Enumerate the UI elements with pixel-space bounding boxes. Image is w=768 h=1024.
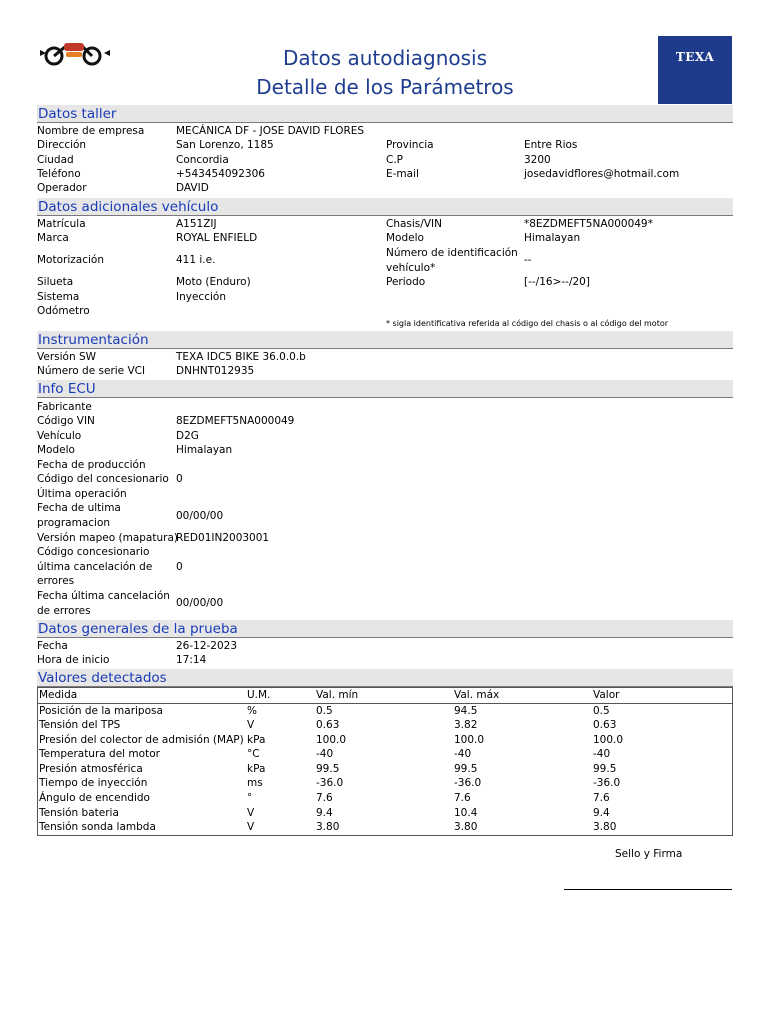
cell-min: 99.5 [316, 762, 340, 775]
email-label: E-mail [386, 168, 419, 180]
cell-medida: Presión del colector de admisión (MAP) [39, 733, 244, 746]
fecha-prog-value: 00/00/00 [176, 510, 224, 522]
title-line-1: Datos autodiagnosis [282, 46, 488, 70]
table-row [38, 762, 732, 777]
cell-medida: Presión atmosférica [39, 762, 143, 775]
cell-min: -36.0 [316, 777, 344, 790]
cell-max: 3.80 [454, 821, 478, 834]
hora-label: Hora de inicio [37, 654, 110, 666]
section-title: Valores detectados [38, 670, 167, 686]
marca-label: Marca [37, 232, 69, 244]
ecu-modelo-value: Himalayan [176, 444, 233, 456]
fecha-canc-value: 00/00/00 [176, 597, 224, 609]
cp-value: 3200 [524, 154, 551, 166]
cell-valor: 0.5 [593, 704, 610, 717]
table-row [38, 704, 732, 719]
vin-label: Código VIN [37, 415, 95, 427]
cell-medida: Tensión bateria [39, 806, 119, 819]
ultima-operacion-label: Última operación [37, 488, 127, 500]
ecu-vehiculo-value: D2G [176, 430, 199, 442]
section-title: Datos adicionales vehículo [38, 199, 219, 215]
fabricante-label: Fabricante [37, 401, 92, 413]
matricula-value: A151ZIJ [176, 218, 217, 230]
direccion-value: San Lorenzo, 1185 [176, 139, 274, 151]
cell-medida: Tensión sonda lambda [39, 821, 156, 834]
cell-um: V [247, 806, 255, 819]
chasis-label: Chasis/VIN [386, 218, 442, 230]
serie-vci-value: DNHNT012935 [176, 365, 255, 377]
operador-label: Operador [37, 182, 87, 194]
cell-valor: -40 [593, 748, 611, 761]
cell-min: 100.0 [316, 733, 347, 746]
sistema-value: Inyección [176, 291, 226, 303]
table-body [38, 704, 732, 835]
cell-medida: Tensión del TPS [39, 719, 121, 732]
table-row [38, 820, 732, 835]
version-sw-value: TEXA IDC5 BIKE 36.0.0.b [176, 351, 306, 363]
brand-name: TEXA [675, 50, 715, 64]
cell-um: ms [247, 777, 263, 790]
section-title: Instrumentación [38, 332, 149, 348]
modelo-label: Modelo [386, 232, 424, 244]
cell-um: V [247, 821, 255, 834]
section-info-ecu [37, 380, 733, 398]
cod-conc-value: 0 [176, 561, 183, 573]
cell-valor: 7.6 [593, 792, 610, 805]
silueta-value: Moto (Enduro) [176, 276, 251, 288]
report-title [200, 44, 570, 102]
modelo-value: Himalayan [524, 232, 581, 244]
fecha-prog-label: Fecha de ultima programacion [37, 502, 121, 529]
cell-max: -36.0 [454, 777, 482, 790]
vin-value: 8EZDMEFT5NA000049 [176, 415, 295, 427]
cell-valor: 0.63 [593, 719, 617, 732]
col-header-min: Val. mín [316, 689, 359, 701]
section-title: Datos taller [38, 106, 117, 122]
motorizacion-label: Motorización [37, 254, 104, 266]
operador-value: DAVID [176, 182, 209, 194]
table-row [38, 718, 732, 733]
silueta-label: Silueta [37, 276, 74, 288]
ecu-vehiculo-label: Vehículo [37, 430, 82, 442]
col-header-valor: Valor [593, 689, 620, 701]
cell-max: 7.6 [454, 792, 471, 805]
provincia-label: Provincia [386, 139, 434, 151]
table-row [38, 791, 732, 806]
section-datos-vehiculo [37, 198, 733, 216]
texa-logo [658, 36, 732, 104]
serie-vci-label: Número de serie VCI [37, 365, 146, 377]
section-datos-taller [37, 105, 733, 123]
cell-um: kPa [247, 733, 266, 746]
provincia-value: Entre Rios [524, 139, 578, 151]
cell-um: % [247, 704, 257, 717]
cell-um: V [247, 719, 255, 732]
table-header-row [38, 688, 732, 704]
firma-line [564, 889, 732, 890]
motorcycle-wrench-logo [38, 38, 112, 68]
marca-value: ROYAL ENFIELD [176, 232, 258, 244]
cell-valor: 100.0 [593, 733, 624, 746]
empresa-label: Nombre de empresa [37, 125, 145, 137]
matricula-label: Matrícula [37, 218, 86, 230]
numid-value: -- [524, 254, 532, 266]
col-header-max: Val. máx [454, 689, 500, 701]
cell-max: 100.0 [454, 733, 485, 746]
cell-max: 10.4 [454, 806, 478, 819]
cell-min: 7.6 [316, 792, 333, 805]
table-row [38, 776, 732, 791]
cell-max: 94.5 [454, 704, 478, 717]
cell-um: kPa [247, 762, 266, 775]
cell-min: 0.63 [316, 719, 340, 732]
cell-valor: -36.0 [593, 777, 621, 790]
cell-um: °C [247, 748, 260, 761]
direccion-label: Dirección [37, 139, 87, 151]
col-header-um: U.M. [247, 689, 271, 701]
fecha-value: 26-12-2023 [176, 640, 238, 652]
section-title: Datos generales de la prueba [38, 621, 238, 637]
values-table [37, 687, 733, 836]
cell-min: -40 [316, 748, 334, 761]
section-instrumentacion [37, 331, 733, 349]
section-valores-detectados [37, 669, 733, 687]
mapeo-label: Versión mapeo (mapatura) [37, 532, 178, 544]
hora-value: 17:14 [176, 654, 207, 666]
cell-valor: 9.4 [593, 806, 610, 819]
cell-medida: Posición de la mariposa [39, 704, 163, 717]
cp-label: C.P [386, 154, 404, 166]
ciudad-label: Ciudad [37, 154, 74, 166]
fecha-label: Fecha [37, 640, 68, 652]
periodo-label: Periodo [386, 276, 426, 288]
fecha-canc-label: Fecha última cancelación de errores [37, 590, 170, 617]
cell-min: 0.5 [316, 704, 333, 717]
ecu-modelo-label: Modelo [37, 444, 75, 456]
vin-footnote: * sigla identificativa referida al código del chasis o al código del motor [386, 319, 669, 328]
cell-medida: Ángulo de encendido [39, 792, 150, 805]
table-row [38, 733, 732, 748]
mapeo-value: RED01IN2003001 [176, 532, 270, 544]
cell-valor: 99.5 [593, 762, 617, 775]
email-value: josedavidflores@hotmail.com [524, 168, 680, 180]
table-row [38, 747, 732, 762]
telefono-label: Teléfono [37, 168, 81, 180]
table-row [38, 806, 732, 821]
odometro-label: Odómetro [37, 305, 90, 317]
chasis-value: *8EZDMEFT5NA000049* [524, 218, 653, 230]
ciudad-value: Concordia [176, 154, 229, 166]
concesionario-value: 0 [176, 473, 183, 485]
section-title: Info ECU [38, 381, 96, 397]
cell-valor: 3.80 [593, 821, 617, 834]
motorizacion-value: 411 i.e. [176, 254, 216, 266]
cell-min: 3.80 [316, 821, 340, 834]
concesionario-label: Código del concesionario [37, 473, 169, 485]
firma-label: Sello y Firma [615, 848, 683, 860]
periodo-value: [--/16>--/20] [524, 276, 590, 288]
numid-label: Número de identificación vehículo* [386, 247, 518, 274]
telefono-value: +543454092306 [176, 168, 265, 180]
produccion-label: Fecha de producción [37, 459, 146, 471]
version-sw-label: Versión SW [37, 351, 96, 363]
title-line-2: Detalle de los Parámetros [256, 75, 514, 99]
sistema-label: Sistema [37, 291, 80, 303]
section-datos-prueba [37, 620, 733, 638]
cod-conc-label: Código concesionario última cancelación de errores [37, 546, 153, 587]
cell-max: 3.82 [454, 719, 478, 732]
empresa-value: MECÁNICA DF - JOSE DAVID FLORES [176, 125, 365, 137]
cell-max: 99.5 [454, 762, 478, 775]
col-header-medida: Medida [39, 689, 78, 701]
cell-medida: Tiempo de inyección [39, 777, 148, 790]
cell-medida: Temperatura del motor [39, 748, 160, 761]
cell-min: 9.4 [316, 806, 333, 819]
cell-um: ° [247, 792, 253, 805]
cell-max: -40 [454, 748, 472, 761]
